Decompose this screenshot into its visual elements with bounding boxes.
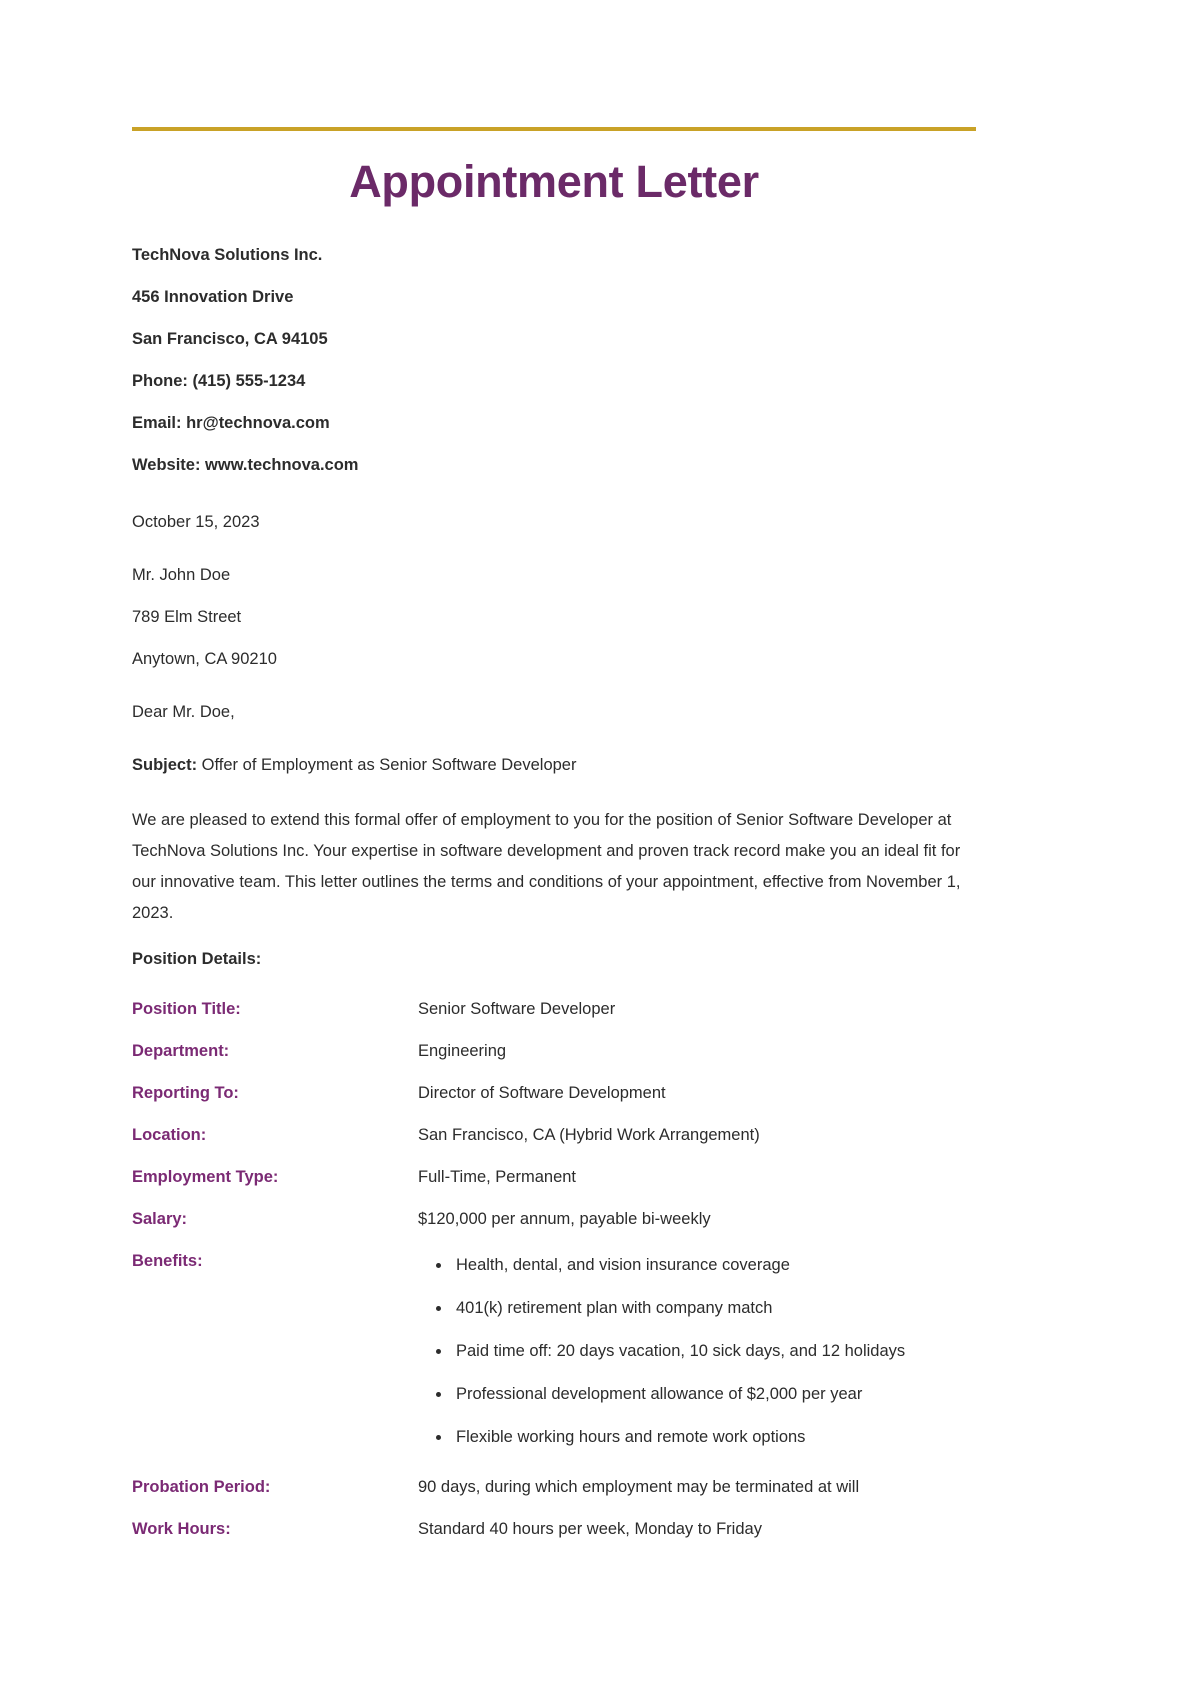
- position-details-list: [132, 998, 976, 1560]
- detail-row: [132, 1040, 976, 1062]
- detail-value: San Francisco, CA (Hybrid Work Arrangement): [418, 1126, 760, 1144]
- detail-value: Engineering: [418, 1042, 507, 1060]
- recipient-city-state-zip: Anytown, CA 90210: [132, 650, 277, 668]
- page-title: Appointment Letter: [349, 156, 759, 207]
- benefits-label: Benefits:: [132, 1252, 203, 1270]
- detail-label: Reporting To:: [132, 1084, 239, 1102]
- benefits-row: [132, 1250, 976, 1452]
- company-city-state-zip: San Francisco, CA 94105: [132, 330, 328, 348]
- benefit-item: • Health, dental, and vision insurance coverage: [452, 1250, 976, 1280]
- company-email: Email: hr@technova.com: [132, 414, 330, 432]
- benefit-item: • 401(k) retirement plan with company match: [452, 1293, 976, 1323]
- detail-row: [132, 1208, 976, 1230]
- recipient-address-block: [132, 565, 976, 691]
- detail-row: [132, 1518, 976, 1540]
- detail-value: $120,000 per annum, payable bi-weekly: [418, 1210, 711, 1228]
- benefit-item: • Paid time off: 20 days vacation, 10 sick days, and 12 holidays: [452, 1336, 976, 1366]
- detail-label: Employment Type:: [132, 1168, 279, 1186]
- letter-date: October 15, 2023: [132, 513, 260, 531]
- intro-paragraph: We are pleased to extend this formal offer of employment to you for the position of Senior Software Developer at TechNova Solutions Inc. Your expertise in software development and proven track record make you an ideal fit for our innovative team. This letter outlines the terms and conditions of your appointment, effective from November 1, 2023.: [132, 811, 961, 922]
- detail-label: Department:: [132, 1042, 230, 1060]
- company-address-block: [132, 245, 976, 497]
- benefits-value: [418, 1250, 976, 1452]
- detail-label: Position Title:: [132, 1000, 241, 1018]
- subject-text: Offer of Employment as Senior Software Developer: [197, 756, 577, 774]
- detail-value: Director of Software Development: [418, 1084, 666, 1102]
- detail-row: [132, 998, 976, 1020]
- detail-label: Location:: [132, 1126, 207, 1144]
- detail-row: [132, 1166, 976, 1188]
- header-accent-rule: [132, 127, 976, 131]
- benefit-item: • Flexible working hours and remote work options: [452, 1422, 976, 1452]
- letter-date-block: [132, 512, 976, 554]
- detail-value: Standard 40 hours per week, Monday to Friday: [418, 1520, 762, 1538]
- company-phone: Phone: (415) 555-1234: [132, 372, 306, 390]
- detail-label: Probation Period:: [132, 1478, 271, 1496]
- detail-row: [132, 1082, 976, 1104]
- company-name: TechNova Solutions Inc.: [132, 246, 323, 264]
- benefit-item: • Professional development allowance of $2,000 per year: [452, 1379, 976, 1409]
- benefits-list: [418, 1250, 976, 1452]
- salutation-block: [132, 702, 976, 744]
- detail-value: Senior Software Developer: [418, 1000, 616, 1018]
- detail-label: Work Hours:: [132, 1520, 231, 1538]
- detail-value: Full-Time, Permanent: [418, 1168, 577, 1186]
- subject-line: [132, 755, 976, 775]
- detail-row: [132, 1476, 976, 1498]
- subject-label: Subject:: [132, 756, 198, 774]
- detail-row: [132, 1124, 976, 1146]
- recipient-street: 789 Elm Street: [132, 608, 242, 626]
- detail-label: Salary:: [132, 1210, 188, 1228]
- detail-value: 90 days, during which employment may be terminated at will: [418, 1478, 860, 1496]
- company-website: Website: www.technova.com: [132, 456, 359, 474]
- salutation: Dear Mr. Doe,: [132, 703, 235, 721]
- company-street: 456 Innovation Drive: [132, 288, 294, 306]
- recipient-name: Mr. John Doe: [132, 566, 231, 584]
- position-details-heading: Position Details:: [132, 950, 262, 968]
